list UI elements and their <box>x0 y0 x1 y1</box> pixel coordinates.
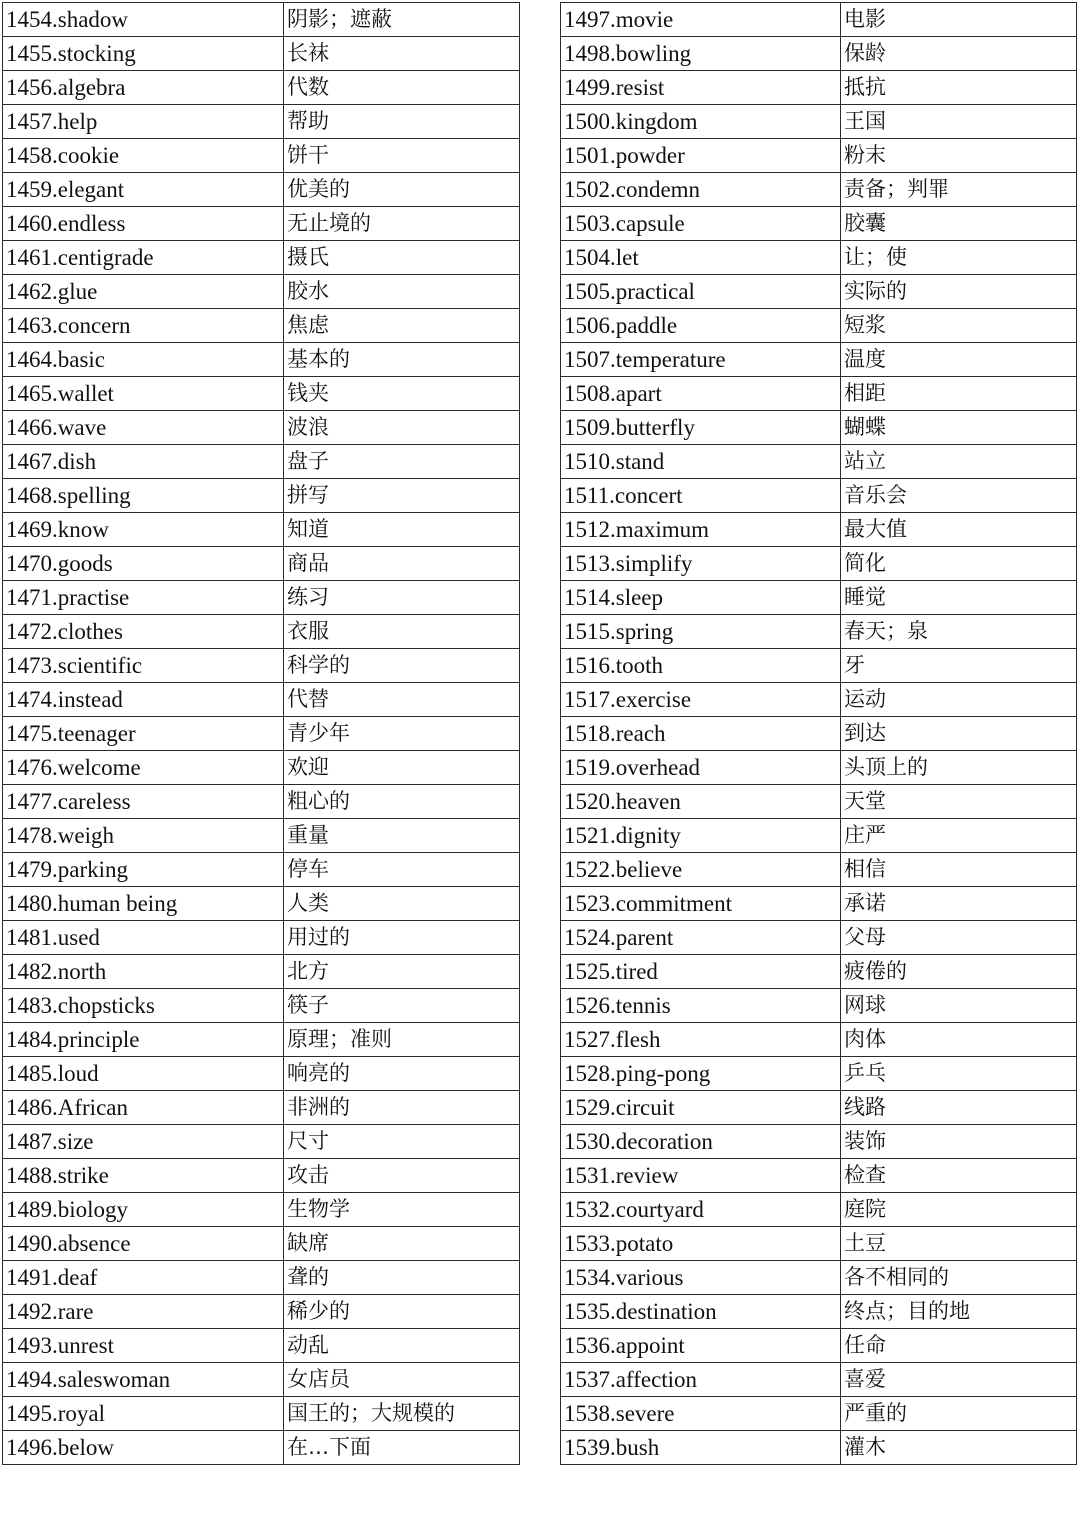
chinese-meaning-cell: 女店员 <box>284 1363 520 1397</box>
english-word-cell: 1482.north <box>3 955 284 989</box>
english-word-cell: 1496.below <box>3 1431 284 1465</box>
chinese-meaning-cell: 运动 <box>841 683 1077 717</box>
english-word-cell: 1461.centigrade <box>3 241 284 275</box>
table-row <box>3 1057 520 1091</box>
english-word-cell: 1470.goods <box>3 547 284 581</box>
english-word-cell: 1507.temperature <box>561 343 841 377</box>
chinese-meaning-cell: 生物学 <box>284 1193 520 1227</box>
table-row <box>561 1363 1077 1397</box>
chinese-meaning-cell: 实际的 <box>841 275 1077 309</box>
chinese-meaning-cell: 知道 <box>284 513 520 547</box>
english-word-cell: 1513.simplify <box>561 547 841 581</box>
chinese-meaning-cell: 蝴蝶 <box>841 411 1077 445</box>
chinese-meaning-cell: 庄严 <box>841 819 1077 853</box>
english-word-cell: 1473.scientific <box>3 649 284 683</box>
table-row <box>561 377 1077 411</box>
english-word-cell: 1463.concern <box>3 309 284 343</box>
chinese-meaning-cell: 庭院 <box>841 1193 1077 1227</box>
chinese-meaning-cell: 练习 <box>284 581 520 615</box>
table-row <box>3 649 520 683</box>
chinese-meaning-cell: 尺寸 <box>284 1125 520 1159</box>
english-word-cell: 1526.tennis <box>561 989 841 1023</box>
chinese-meaning-cell: 灌木 <box>841 1431 1077 1465</box>
english-word-cell: 1520.heaven <box>561 785 841 819</box>
table-row <box>561 1397 1077 1431</box>
chinese-meaning-cell: 阴影；遮蔽 <box>284 3 520 37</box>
chinese-meaning-cell: 青少年 <box>284 717 520 751</box>
english-word-cell: 1465.wallet <box>3 377 284 411</box>
english-word-cell: 1455.stocking <box>3 37 284 71</box>
table-row <box>3 1397 520 1431</box>
chinese-meaning-cell: 长袜 <box>284 37 520 71</box>
english-word-cell: 1454.shadow <box>3 3 284 37</box>
english-word-cell: 1523.commitment <box>561 887 841 921</box>
table-row <box>3 989 520 1023</box>
table-row <box>3 887 520 921</box>
english-word-cell: 1533.potato <box>561 1227 841 1261</box>
table-row <box>561 581 1077 615</box>
chinese-meaning-cell: 钱夹 <box>284 377 520 411</box>
table-row <box>3 1023 520 1057</box>
table-row <box>3 275 520 309</box>
table-row <box>561 989 1077 1023</box>
table-row <box>561 819 1077 853</box>
english-word-cell: 1477.careless <box>3 785 284 819</box>
english-word-cell: 1479.parking <box>3 853 284 887</box>
chinese-meaning-cell: 动乱 <box>284 1329 520 1363</box>
chinese-meaning-cell: 重量 <box>284 819 520 853</box>
english-word-cell: 1472.clothes <box>3 615 284 649</box>
english-word-cell: 1522.believe <box>561 853 841 887</box>
chinese-meaning-cell: 粉末 <box>841 139 1077 173</box>
chinese-meaning-cell: 胶水 <box>284 275 520 309</box>
chinese-meaning-cell: 用过的 <box>284 921 520 955</box>
english-word-cell: 1516.tooth <box>561 649 841 683</box>
english-word-cell: 1483.chopsticks <box>3 989 284 1023</box>
table-row <box>561 105 1077 139</box>
table-row <box>561 1227 1077 1261</box>
chinese-meaning-cell: 乒乓 <box>841 1057 1077 1091</box>
english-word-cell: 1536.appoint <box>561 1329 841 1363</box>
chinese-meaning-cell: 相信 <box>841 853 1077 887</box>
english-word-cell: 1524.parent <box>561 921 841 955</box>
english-word-cell: 1466.wave <box>3 411 284 445</box>
english-word-cell: 1464.basic <box>3 343 284 377</box>
table-row <box>561 479 1077 513</box>
table-row <box>3 581 520 615</box>
chinese-meaning-cell: 到达 <box>841 717 1077 751</box>
table-row <box>561 649 1077 683</box>
chinese-meaning-cell: 土豆 <box>841 1227 1077 1261</box>
chinese-meaning-cell: 停车 <box>284 853 520 887</box>
table-row <box>3 615 520 649</box>
table-row <box>561 921 1077 955</box>
table-row <box>561 37 1077 71</box>
chinese-meaning-cell: 在…下面 <box>284 1431 520 1465</box>
table-row <box>3 71 520 105</box>
english-word-cell: 1492.rare <box>3 1295 284 1329</box>
vocab-table-left <box>2 2 520 1465</box>
chinese-meaning-cell: 代数 <box>284 71 520 105</box>
table-row <box>561 1057 1077 1091</box>
table-row <box>561 1023 1077 1057</box>
table-row <box>3 411 520 445</box>
chinese-meaning-cell: 肉体 <box>841 1023 1077 1057</box>
table-row <box>561 3 1077 37</box>
english-word-cell: 1484.principle <box>3 1023 284 1057</box>
vocab-table-right-body <box>561 3 1077 1465</box>
english-word-cell: 1504.let <box>561 241 841 275</box>
english-word-cell: 1510.stand <box>561 445 841 479</box>
table-row <box>561 1261 1077 1295</box>
chinese-meaning-cell: 睡觉 <box>841 581 1077 615</box>
english-word-cell: 1475.teenager <box>3 717 284 751</box>
vocab-table-left-body <box>3 3 520 1465</box>
chinese-meaning-cell: 衣服 <box>284 615 520 649</box>
table-row <box>561 1125 1077 1159</box>
table-row <box>3 1295 520 1329</box>
english-word-cell: 1537.affection <box>561 1363 841 1397</box>
chinese-meaning-cell: 天堂 <box>841 785 1077 819</box>
table-row <box>3 37 520 71</box>
chinese-meaning-cell: 帮助 <box>284 105 520 139</box>
english-word-cell: 1539.bush <box>561 1431 841 1465</box>
chinese-meaning-cell: 温度 <box>841 343 1077 377</box>
english-word-cell: 1476.welcome <box>3 751 284 785</box>
english-word-cell: 1503.capsule <box>561 207 841 241</box>
chinese-meaning-cell: 优美的 <box>284 173 520 207</box>
table-row <box>3 1363 520 1397</box>
english-word-cell: 1515.spring <box>561 615 841 649</box>
chinese-meaning-cell: 站立 <box>841 445 1077 479</box>
chinese-meaning-cell: 稀少的 <box>284 1295 520 1329</box>
chinese-meaning-cell: 头顶上的 <box>841 751 1077 785</box>
english-word-cell: 1511.concert <box>561 479 841 513</box>
english-word-cell: 1457.help <box>3 105 284 139</box>
english-word-cell: 1498.bowling <box>561 37 841 71</box>
chinese-meaning-cell: 粗心的 <box>284 785 520 819</box>
table-row <box>3 1091 520 1125</box>
english-word-cell: 1485.loud <box>3 1057 284 1091</box>
table-row <box>3 105 520 139</box>
english-word-cell: 1487.size <box>3 1125 284 1159</box>
table-row <box>3 1261 520 1295</box>
chinese-meaning-cell: 焦虑 <box>284 309 520 343</box>
table-row <box>561 955 1077 989</box>
english-word-cell: 1495.royal <box>3 1397 284 1431</box>
table-row <box>3 309 520 343</box>
chinese-meaning-cell: 拼写 <box>284 479 520 513</box>
table-row <box>561 1295 1077 1329</box>
english-word-cell: 1456.algebra <box>3 71 284 105</box>
chinese-meaning-cell: 无止境的 <box>284 207 520 241</box>
table-row <box>561 785 1077 819</box>
table-row <box>561 1193 1077 1227</box>
english-word-cell: 1519.overhead <box>561 751 841 785</box>
chinese-meaning-cell: 各不相同的 <box>841 1261 1077 1295</box>
chinese-meaning-cell: 保龄 <box>841 37 1077 71</box>
english-word-cell: 1529.circuit <box>561 1091 841 1125</box>
chinese-meaning-cell: 胶囊 <box>841 207 1077 241</box>
table-row <box>561 615 1077 649</box>
chinese-meaning-cell: 非洲的 <box>284 1091 520 1125</box>
chinese-meaning-cell: 原理；准则 <box>284 1023 520 1057</box>
table-row <box>3 547 520 581</box>
table-row <box>561 241 1077 275</box>
table-row <box>561 683 1077 717</box>
vocab-table-right <box>560 2 1077 1465</box>
english-word-cell: 1517.exercise <box>561 683 841 717</box>
english-word-cell: 1501.powder <box>561 139 841 173</box>
chinese-meaning-cell: 喜爱 <box>841 1363 1077 1397</box>
chinese-meaning-cell: 抵抗 <box>841 71 1077 105</box>
chinese-meaning-cell: 最大值 <box>841 513 1077 547</box>
chinese-meaning-cell: 波浪 <box>284 411 520 445</box>
table-row <box>3 139 520 173</box>
table-row <box>561 343 1077 377</box>
chinese-meaning-cell: 攻击 <box>284 1159 520 1193</box>
chinese-meaning-cell: 春天；泉 <box>841 615 1077 649</box>
table-row <box>3 853 520 887</box>
chinese-meaning-cell: 承诺 <box>841 887 1077 921</box>
english-word-cell: 1490.absence <box>3 1227 284 1261</box>
english-word-cell: 1468.spelling <box>3 479 284 513</box>
table-row <box>561 207 1077 241</box>
chinese-meaning-cell: 相距 <box>841 377 1077 411</box>
table-row <box>561 139 1077 173</box>
english-word-cell: 1474.instead <box>3 683 284 717</box>
chinese-meaning-cell: 检查 <box>841 1159 1077 1193</box>
english-word-cell: 1459.elegant <box>3 173 284 207</box>
english-word-cell: 1514.sleep <box>561 581 841 615</box>
english-word-cell: 1534.various <box>561 1261 841 1295</box>
chinese-meaning-cell: 欢迎 <box>284 751 520 785</box>
table-row <box>561 1329 1077 1363</box>
chinese-meaning-cell: 短浆 <box>841 309 1077 343</box>
english-word-cell: 1491.deaf <box>3 1261 284 1295</box>
english-word-cell: 1493.unrest <box>3 1329 284 1363</box>
chinese-meaning-cell: 聋的 <box>284 1261 520 1295</box>
english-word-cell: 1481.used <box>3 921 284 955</box>
chinese-meaning-cell: 代替 <box>284 683 520 717</box>
table-row <box>3 241 520 275</box>
table-row <box>3 683 520 717</box>
english-word-cell: 1538.severe <box>561 1397 841 1431</box>
table-row <box>3 445 520 479</box>
english-word-cell: 1505.practical <box>561 275 841 309</box>
table-row <box>3 1193 520 1227</box>
chinese-meaning-cell: 装饰 <box>841 1125 1077 1159</box>
table-row <box>3 173 520 207</box>
chinese-meaning-cell: 网球 <box>841 989 1077 1023</box>
table-row <box>3 921 520 955</box>
english-word-cell: 1471.practise <box>3 581 284 615</box>
chinese-meaning-cell: 任命 <box>841 1329 1077 1363</box>
english-word-cell: 1531.review <box>561 1159 841 1193</box>
english-word-cell: 1527.flesh <box>561 1023 841 1057</box>
table-row <box>3 343 520 377</box>
chinese-meaning-cell: 让；使 <box>841 241 1077 275</box>
chinese-meaning-cell: 牙 <box>841 649 1077 683</box>
chinese-meaning-cell: 响亮的 <box>284 1057 520 1091</box>
english-word-cell: 1462.glue <box>3 275 284 309</box>
english-word-cell: 1467.dish <box>3 445 284 479</box>
english-word-cell: 1486.African <box>3 1091 284 1125</box>
chinese-meaning-cell: 科学的 <box>284 649 520 683</box>
table-row <box>3 785 520 819</box>
english-word-cell: 1497.movie <box>561 3 841 37</box>
chinese-meaning-cell: 王国 <box>841 105 1077 139</box>
chinese-meaning-cell: 缺席 <box>284 1227 520 1261</box>
english-word-cell: 1478.weigh <box>3 819 284 853</box>
english-word-cell: 1460.endless <box>3 207 284 241</box>
table-row <box>3 819 520 853</box>
english-word-cell: 1469.know <box>3 513 284 547</box>
table-row <box>3 1159 520 1193</box>
table-row <box>3 3 520 37</box>
english-word-cell: 1512.maximum <box>561 513 841 547</box>
table-row <box>561 887 1077 921</box>
chinese-meaning-cell: 基本的 <box>284 343 520 377</box>
chinese-meaning-cell: 电影 <box>841 3 1077 37</box>
chinese-meaning-cell: 国王的；大规模的 <box>284 1397 520 1431</box>
chinese-meaning-cell: 饼干 <box>284 139 520 173</box>
table-row <box>3 377 520 411</box>
english-word-cell: 1508.apart <box>561 377 841 411</box>
chinese-meaning-cell: 音乐会 <box>841 479 1077 513</box>
chinese-meaning-cell: 严重的 <box>841 1397 1077 1431</box>
chinese-meaning-cell: 盘子 <box>284 445 520 479</box>
chinese-meaning-cell: 筷子 <box>284 989 520 1023</box>
table-row <box>3 513 520 547</box>
english-word-cell: 1494.saleswoman <box>3 1363 284 1397</box>
english-word-cell: 1499.resist <box>561 71 841 105</box>
english-word-cell: 1458.cookie <box>3 139 284 173</box>
chinese-meaning-cell: 简化 <box>841 547 1077 581</box>
table-row <box>3 751 520 785</box>
english-word-cell: 1502.condemn <box>561 173 841 207</box>
table-row <box>3 1431 520 1465</box>
english-word-cell: 1518.reach <box>561 717 841 751</box>
table-row <box>561 275 1077 309</box>
table-row <box>3 1125 520 1159</box>
chinese-meaning-cell: 疲倦的 <box>841 955 1077 989</box>
table-row <box>561 1091 1077 1125</box>
chinese-meaning-cell: 责备；判罪 <box>841 173 1077 207</box>
table-row <box>561 173 1077 207</box>
table-row <box>561 1431 1077 1465</box>
chinese-meaning-cell: 北方 <box>284 955 520 989</box>
english-word-cell: 1532.courtyard <box>561 1193 841 1227</box>
english-word-cell: 1509.butterfly <box>561 411 841 445</box>
chinese-meaning-cell: 终点；目的地 <box>841 1295 1077 1329</box>
table-row <box>3 1329 520 1363</box>
table-row <box>561 445 1077 479</box>
english-word-cell: 1521.dignity <box>561 819 841 853</box>
english-word-cell: 1489.biology <box>3 1193 284 1227</box>
chinese-meaning-cell: 人类 <box>284 887 520 921</box>
chinese-meaning-cell: 父母 <box>841 921 1077 955</box>
table-row <box>3 1227 520 1261</box>
table-row <box>3 479 520 513</box>
table-row <box>561 717 1077 751</box>
english-word-cell: 1480.human being <box>3 887 284 921</box>
chinese-meaning-cell: 摄氏 <box>284 241 520 275</box>
chinese-meaning-cell: 商品 <box>284 547 520 581</box>
table-row <box>561 71 1077 105</box>
table-row <box>561 1159 1077 1193</box>
table-row <box>561 853 1077 887</box>
table-row <box>561 513 1077 547</box>
english-word-cell: 1525.tired <box>561 955 841 989</box>
table-row <box>561 751 1077 785</box>
table-row <box>3 717 520 751</box>
english-word-cell: 1500.kingdom <box>561 105 841 139</box>
table-row <box>561 309 1077 343</box>
english-word-cell: 1528.ping-pong <box>561 1057 841 1091</box>
english-word-cell: 1530.decoration <box>561 1125 841 1159</box>
table-row <box>3 955 520 989</box>
english-word-cell: 1506.paddle <box>561 309 841 343</box>
english-word-cell: 1535.destination <box>561 1295 841 1329</box>
chinese-meaning-cell: 线路 <box>841 1091 1077 1125</box>
english-word-cell: 1488.strike <box>3 1159 284 1193</box>
table-row <box>561 547 1077 581</box>
table-row <box>3 207 520 241</box>
table-row <box>561 411 1077 445</box>
